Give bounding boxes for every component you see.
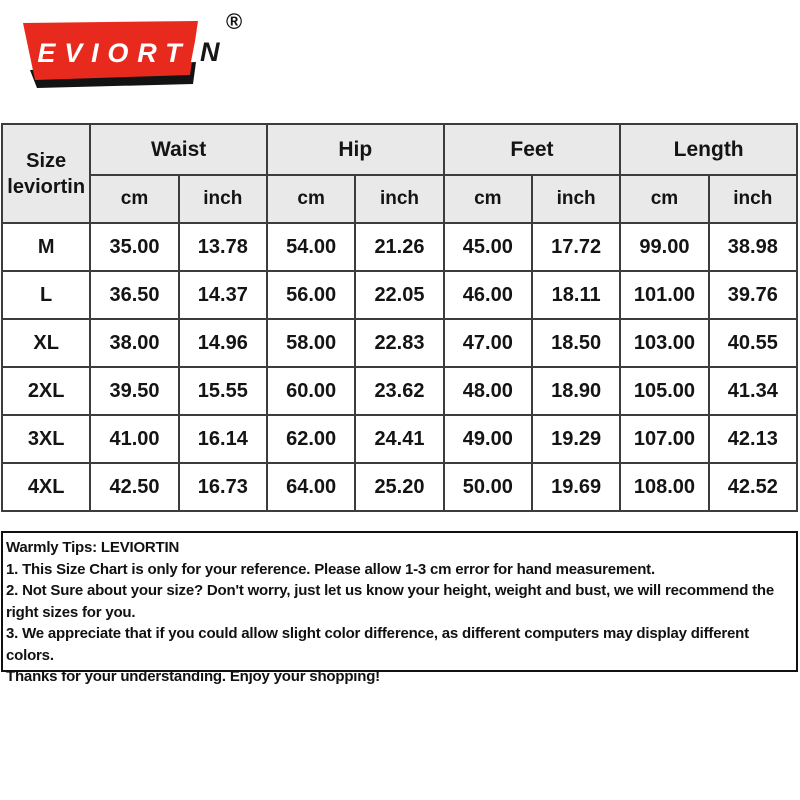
value-cell: 107.00 — [620, 415, 708, 463]
tips-line-1: 1. This Size Chart is only for your reference. Please allow 1-3 cm error for hand measurement. — [6, 560, 655, 578]
value-cell: 64.00 — [267, 463, 355, 511]
unit-header: inch — [355, 175, 443, 223]
brand-logo — [0, 0, 260, 100]
value-cell: 105.00 — [620, 367, 708, 415]
value-cell: 41.00 — [90, 415, 178, 463]
value-cell: 15.55 — [179, 367, 267, 415]
value-cell: 40.55 — [709, 319, 797, 367]
value-cell: 42.13 — [709, 415, 797, 463]
unit-header: inch — [179, 175, 267, 223]
value-cell: 16.14 — [179, 415, 267, 463]
value-cell: 14.96 — [179, 319, 267, 367]
value-cell: 42.50 — [90, 463, 178, 511]
value-cell: 108.00 — [620, 463, 708, 511]
size-cell: XL — [2, 319, 90, 367]
value-cell: 23.62 — [355, 367, 443, 415]
value-cell: 103.00 — [620, 319, 708, 367]
tips-closing: Thanks for your understanding. Enjoy your shopping! — [6, 668, 380, 685]
table-row — [2, 415, 797, 463]
size-cell: 3XL — [2, 415, 90, 463]
table-row — [2, 367, 797, 415]
value-cell: 45.00 — [444, 223, 532, 271]
value-cell: 56.00 — [267, 271, 355, 319]
logo-wordmark-last-letter: N — [200, 37, 220, 67]
registered-trademark-icon: ® — [226, 9, 243, 34]
size-chart-table — [1, 123, 798, 512]
value-cell: 18.11 — [532, 271, 620, 319]
tips-line-2: 2. Not Sure about your size? Don't worry, just let us know your height, weight and bust, we will recommend the right sizes for you. — [6, 582, 775, 621]
group-header-feet: Feet — [444, 124, 621, 175]
unit-header: cm — [620, 175, 708, 223]
value-cell: 18.50 — [532, 319, 620, 367]
value-cell: 36.50 — [90, 271, 178, 319]
value-cell: 39.50 — [90, 367, 178, 415]
value-cell: 38.98 — [709, 223, 797, 271]
unit-header: cm — [444, 175, 532, 223]
value-cell: 42.52 — [709, 463, 797, 511]
value-cell: 101.00 — [620, 271, 708, 319]
value-cell: 62.00 — [267, 415, 355, 463]
unit-header: cm — [90, 175, 178, 223]
value-cell: 13.78 — [179, 223, 267, 271]
group-header-hip: Hip — [267, 124, 444, 175]
unit-header: inch — [709, 175, 797, 223]
size-cell: 4XL — [2, 463, 90, 511]
corner-header — [2, 124, 90, 223]
value-cell: 46.00 — [444, 271, 532, 319]
size-cell: 2XL — [2, 367, 90, 415]
size-cell: M — [2, 223, 90, 271]
group-header-length: Length — [620, 124, 797, 175]
table-row — [2, 463, 797, 511]
value-cell: 47.00 — [444, 319, 532, 367]
value-cell: 21.26 — [355, 223, 443, 271]
value-cell: 50.00 — [444, 463, 532, 511]
value-cell: 41.34 — [709, 367, 797, 415]
warmly-tips-box — [1, 531, 798, 685]
value-cell: 99.00 — [620, 223, 708, 271]
value-cell: 49.00 — [444, 415, 532, 463]
table-row — [2, 223, 797, 271]
value-cell: 39.76 — [709, 271, 797, 319]
corner-header-line2: leviortin — [7, 175, 86, 198]
value-cell: 24.41 — [355, 415, 443, 463]
value-cell: 14.37 — [179, 271, 267, 319]
value-cell: 22.83 — [355, 319, 443, 367]
value-cell: 19.29 — [532, 415, 620, 463]
value-cell: 48.00 — [444, 367, 532, 415]
unit-header: cm — [267, 175, 355, 223]
tips-title: Warmly Tips: LEVIORTIN — [6, 539, 180, 556]
value-cell: 58.00 — [267, 319, 355, 367]
table-row — [2, 319, 797, 367]
corner-header-line1: Size — [26, 149, 67, 172]
value-cell: 19.69 — [532, 463, 620, 511]
group-header-waist: Waist — [90, 124, 267, 175]
unit-header: inch — [532, 175, 620, 223]
value-cell: 38.00 — [90, 319, 178, 367]
value-cell: 17.72 — [532, 223, 620, 271]
size-cell: L — [2, 271, 90, 319]
tips-line-3: 3. We appreciate that if you could allow slight color difference, as different computers may display different colors. — [6, 625, 749, 664]
value-cell: 25.20 — [355, 463, 443, 511]
value-cell: 54.00 — [267, 223, 355, 271]
value-cell: 22.05 — [355, 271, 443, 319]
value-cell: 60.00 — [267, 367, 355, 415]
value-cell: 35.00 — [90, 223, 178, 271]
logo-wordmark-main: LEVIORTI — [12, 38, 198, 68]
value-cell: 18.90 — [532, 367, 620, 415]
brand-logo-graphic — [0, 0, 260, 100]
table-row — [2, 271, 797, 319]
value-cell: 16.73 — [179, 463, 267, 511]
